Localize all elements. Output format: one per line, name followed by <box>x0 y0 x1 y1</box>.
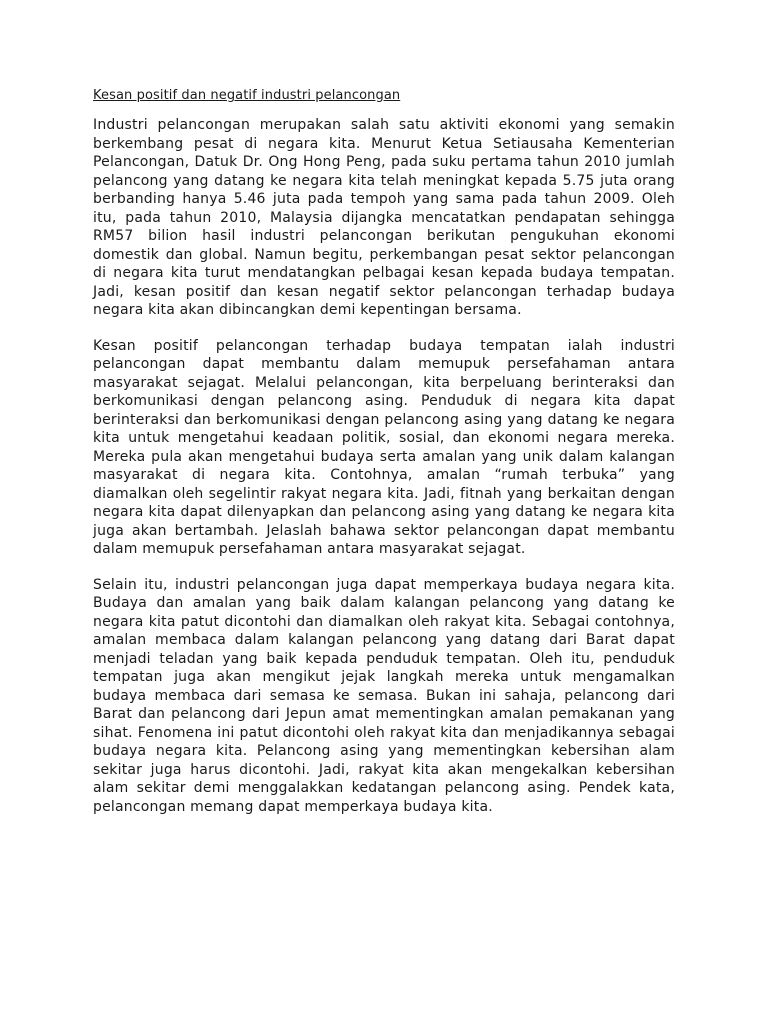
paragraph-introduction: Industri pelancongan merupakan salah satu aktiviti ekonomi yang semakin berkembang pesat di negara kita. Menurut Ketua Setiausaha Kementerian Pelancongan, Datuk Dr. Ong Hong Peng, pada suku pertama tahun 2010 jumlah pelancong yang datang ke negara kita telah meningkat kepada 5.75 juta orang berbanding hanya 5.46 juta pada tempoh yang sama pada tahun 2009. Oleh itu, pada tahun 2010, Malaysia dijangka mencatatkan pendapatan sehingga RM57 bilion hasil industri pelancongan berikutan pengukuhan ekonomi domestik dan global. Namun begitu, perkembangan pesat sektor pelancongan di negara kita turut mendatangkan pelbagai kesan kepada budaya tempatan. Jadi, kesan positif dan kesan negatif sektor pelancongan terhadap budaya negara kita akan dibincangkan demi kepentingan bersama. <box>93 117 675 318</box>
paragraph-enrich-culture: Selain itu, industri pelancongan juga dapat memperkaya budaya negara kita. Budaya dan amalan yang baik dalam kalangan pelancong yang datang ke negara kita patut dicontohi dan diamalkan oleh rakyat kita. Sebagai contohnya, amalan membaca dalam kalangan pelancong yang datang dari Barat dapat menjadi teladan yang baik kepada penduduk tempatan. Oleh itu, penduduk tempatan juga akan mengikut jejak langkah mereka untuk mengamalkan budaya membaca dari semasa ke semasa. Bukan ini sahaja, pelancong dari Barat dan pelancong dari Jepun amat mementingkan amalan pemakanan yang sihat. Fenomena ini patut dicontohi oleh rakyat kita dan menjadikannya sebagai budaya negara kita. Pelancong asing yang mementingkan kebersihan alam sekitar juga harus dicontohi. Jadi, rakyat kita akan mengekalkan kebersihan alam sekitar demi menggalakkan kedatangan pelancong asing. Pendek kata, pelancongan memang dapat memperkaya budaya kita. <box>93 576 675 815</box>
document-title: Kesan positif dan negatif industri pelancongan <box>93 88 401 103</box>
paragraph-positive-effect: Kesan positif pelancongan terhadap budaya tempatan ialah industri pelancongan dapat membantu dalam memupuk persefahaman antara masyarakat sejagat. Melalui pelancongan, kita berpeluang berinteraksi dan berkomunikasi dengan pelancong asing. Penduduk di negara kita dapat berinteraksi dan berkomunikasi dengan pelancong asing yang datang ke negara kita untuk mengetahui keadaan politik, sosial, dan ekonomi negara mereka. Mereka pula akan mengetahui budaya serta amalan yang unik dalam kalangan masyarakat di negara kita. Contohnya, amalan “rumah terbuka” yang diamalkan oleh segelintir rakyat negara kita. Jadi, fitnah yang berkaitan dengan negara kita dapat dilenyapkan dan pelancong asing yang datang ke negara kita juga akan bertambah. Jelaslah bahawa sektor pelancongan dapat membantu dalam memupuk persefahaman antara masyarakat sejagat. <box>93 337 675 557</box>
document-page <box>93 88 675 833</box>
